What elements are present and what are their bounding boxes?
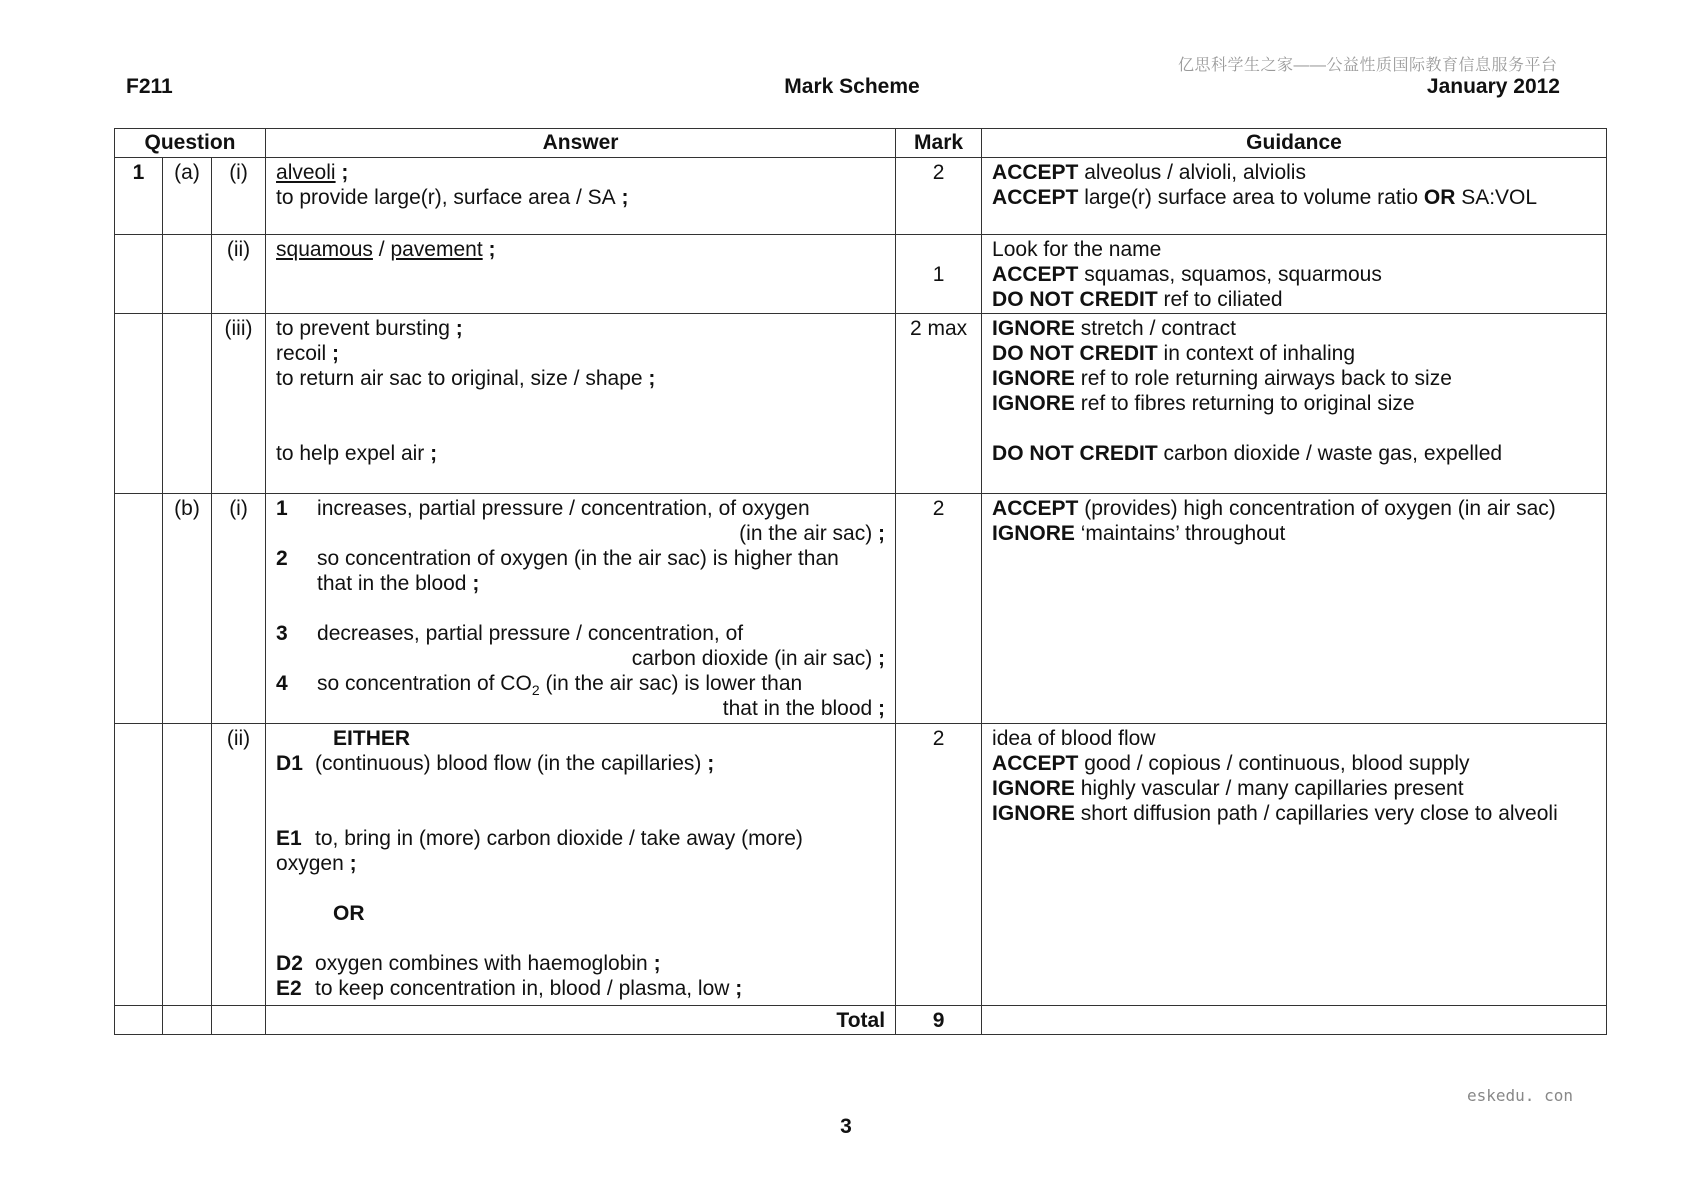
mark-point-separator: ; — [647, 952, 661, 975]
watermark-top: 亿思科学生之家——公益性质国际教育信息服务平台 — [1178, 57, 1558, 74]
mark-point-separator: ; — [615, 186, 629, 209]
guidance-text: ‘maintains’ throughout — [1074, 522, 1286, 545]
either-label: EITHER — [333, 727, 411, 750]
mark-point-separator: ; — [482, 238, 496, 261]
guidance-text: large(r) surface area to volume ratio — [1078, 186, 1424, 209]
answer-text: to prevent bursting — [276, 317, 450, 340]
answer-text: recoil — [276, 342, 327, 365]
guidance-cell — [982, 158, 1607, 235]
answer-cell — [266, 724, 896, 1006]
mark-point-separator: ; — [326, 342, 340, 365]
total-label: Total — [266, 1006, 896, 1035]
guidance-text: highly vascular / many capillaries present — [1074, 777, 1464, 800]
guidance-keyword: OR — [1423, 186, 1456, 209]
answer-text: to help expel air — [276, 442, 425, 465]
mark-cell: 2 — [896, 724, 982, 1006]
question-subpart: (i) — [212, 158, 266, 235]
question-number: 1 — [115, 158, 163, 235]
or-label: OR — [333, 902, 365, 925]
answer-text: increases, partial pressure / concentration, of oxygen — [317, 497, 810, 520]
answer-text: oxygen combines with haemoglobin — [315, 952, 648, 975]
guidance-cell — [982, 235, 1607, 314]
mark-point-separator: ; — [466, 572, 480, 595]
total-row — [115, 1006, 1607, 1035]
answer-text: that in the blood — [317, 572, 467, 595]
question-subpart: (i) — [212, 494, 266, 724]
mark-point-separator: ; — [642, 367, 656, 390]
question-part: (a) — [163, 158, 212, 235]
table-row — [115, 724, 1607, 1006]
mark-point-separator: ; — [449, 317, 463, 340]
mark-point-separator: ; — [872, 522, 886, 545]
mark-point-separator: ; — [872, 647, 886, 670]
mark-cell: 2 — [896, 158, 982, 235]
guidance-keyword: ACCEPT — [992, 752, 1079, 775]
guidance-text: ref to ciliated — [1157, 288, 1283, 311]
empty-cell — [115, 494, 163, 724]
guidance-text: in context of inhaling — [1157, 342, 1355, 365]
guidance-keyword: DO NOT CREDIT — [992, 288, 1158, 311]
table-row — [115, 235, 1607, 314]
mark-point-separator: ; — [343, 852, 357, 875]
empty-cell — [163, 314, 212, 494]
guidance-cell — [982, 724, 1607, 1006]
answer-cell — [266, 494, 896, 724]
answer-text: (in the air sac) — [739, 522, 873, 545]
guidance-text: short diffusion path / capillaries very close to alveoli — [1074, 802, 1558, 825]
answer-text: / — [372, 238, 391, 261]
guidance-text: Look for the name — [992, 238, 1162, 261]
mark-point-code: D1 — [276, 752, 303, 775]
guidance-keyword: IGNORE — [992, 367, 1075, 390]
question-subpart: (ii) — [212, 724, 266, 1006]
guidance-keyword: ACCEPT — [992, 497, 1079, 520]
exam-session: January 2012 — [1426, 75, 1560, 98]
header-question: Question — [115, 129, 266, 158]
table-row — [115, 158, 1607, 235]
answer-text: decreases, partial pressure / concentration, of — [317, 622, 744, 645]
answer-text: that in the blood — [722, 697, 873, 720]
document-title: Mark Scheme — [784, 75, 920, 98]
guidance-keyword: ACCEPT — [992, 263, 1079, 286]
guidance-text: carbon dioxide / waste gas, expelled — [1157, 442, 1503, 465]
mark-point-separator: ; — [424, 442, 438, 465]
table-header-row — [115, 129, 1607, 158]
guidance-text: good / copious / continuous, blood supply — [1078, 752, 1470, 775]
mark-point-number: 3 — [276, 622, 288, 645]
guidance-text: ref to role returning airways back to size — [1074, 367, 1452, 390]
guidance-keyword: IGNORE — [992, 317, 1075, 340]
mark-point-number: 1 — [276, 497, 288, 520]
guidance-keyword: DO NOT CREDIT — [992, 442, 1158, 465]
question-subpart: (ii) — [212, 235, 266, 314]
mark-point-code: E1 — [276, 827, 302, 850]
mark-point-number: 2 — [276, 547, 288, 570]
answer-text: squamous — [276, 238, 373, 261]
watermark-bottom: eskedu. con — [1467, 1086, 1573, 1105]
mark-point-separator: ; — [729, 977, 743, 1000]
mark-scheme-table — [114, 128, 1607, 1035]
header-answer: Answer — [266, 129, 896, 158]
mark-cell: 2 — [896, 494, 982, 724]
answer-text: to keep concentration in, blood / plasma, low — [315, 977, 730, 1000]
mark-cell: 1 — [896, 235, 982, 314]
mark-cell: 2 max — [896, 314, 982, 494]
guidance-text: idea of blood flow — [992, 727, 1156, 750]
mark-point-code: E2 — [276, 977, 302, 1000]
guidance-cell — [982, 314, 1607, 494]
guidance-text: alveolus / alvioli, alviolis — [1078, 161, 1306, 184]
question-part: (b) — [163, 494, 212, 724]
guidance-text: (provides) high concentration of oxygen (in air sac) — [1078, 497, 1556, 520]
empty-cell — [115, 235, 163, 314]
guidance-cell — [982, 494, 1607, 724]
guidance-text: squamas, squamos, squarmous — [1078, 263, 1382, 286]
answer-cell — [266, 235, 896, 314]
subscript: 2 — [531, 682, 540, 699]
answer-text: pavement — [390, 238, 483, 261]
empty-cell — [982, 1006, 1607, 1035]
empty-cell — [163, 724, 212, 1006]
empty-cell — [163, 1006, 212, 1035]
empty-cell — [115, 724, 163, 1006]
total-mark: 9 — [896, 1006, 982, 1035]
answer-cell — [266, 314, 896, 494]
guidance-keyword: ACCEPT — [992, 161, 1079, 184]
answer-text: oxygen — [276, 852, 344, 875]
empty-cell — [163, 235, 212, 314]
answer-text: (continuous) blood flow (in the capillaries) — [315, 752, 702, 775]
guidance-keyword: IGNORE — [992, 777, 1075, 800]
empty-cell — [115, 1006, 163, 1035]
answer-text: so concentration of CO — [317, 672, 532, 695]
table-row — [115, 314, 1607, 494]
guidance-text: stretch / contract — [1074, 317, 1236, 340]
empty-cell — [115, 314, 163, 494]
mark-point-separator: ; — [335, 161, 349, 184]
answer-text: to return air sac to original, size / shape — [276, 367, 643, 390]
answer-text: (in the air sac) is lower than — [539, 672, 803, 695]
guidance-keyword: IGNORE — [992, 802, 1075, 825]
page-number: 3 — [840, 1115, 852, 1138]
guidance-keyword: IGNORE — [992, 522, 1075, 545]
guidance-keyword: DO NOT CREDIT — [992, 342, 1158, 365]
empty-cell — [212, 1006, 266, 1035]
mark-point-separator: ; — [701, 752, 715, 775]
header-guidance: Guidance — [982, 129, 1607, 158]
guidance-keyword: ACCEPT — [992, 186, 1079, 209]
answer-text: to provide large(r), surface area / SA — [276, 186, 616, 209]
guidance-keyword: IGNORE — [992, 392, 1075, 415]
answer-text: so concentration of oxygen (in the air sac) is higher than — [317, 547, 839, 570]
guidance-text: SA:VOL — [1455, 186, 1538, 209]
paper-code: F211 — [126, 75, 173, 98]
question-subpart: (iii) — [212, 314, 266, 494]
answer-text: alveoli — [276, 161, 336, 184]
answer-text: to, bring in (more) carbon dioxide / take away (more) — [315, 827, 803, 850]
mark-point-code: D2 — [276, 952, 303, 975]
table-row — [115, 494, 1607, 724]
header-mark: Mark — [896, 129, 982, 158]
mark-point-number: 4 — [276, 672, 288, 695]
answer-text: carbon dioxide (in air sac) — [631, 647, 873, 670]
mark-point-separator: ; — [872, 697, 886, 720]
guidance-text: ref to fibres returning to original size — [1074, 392, 1415, 415]
answer-cell — [266, 158, 896, 235]
